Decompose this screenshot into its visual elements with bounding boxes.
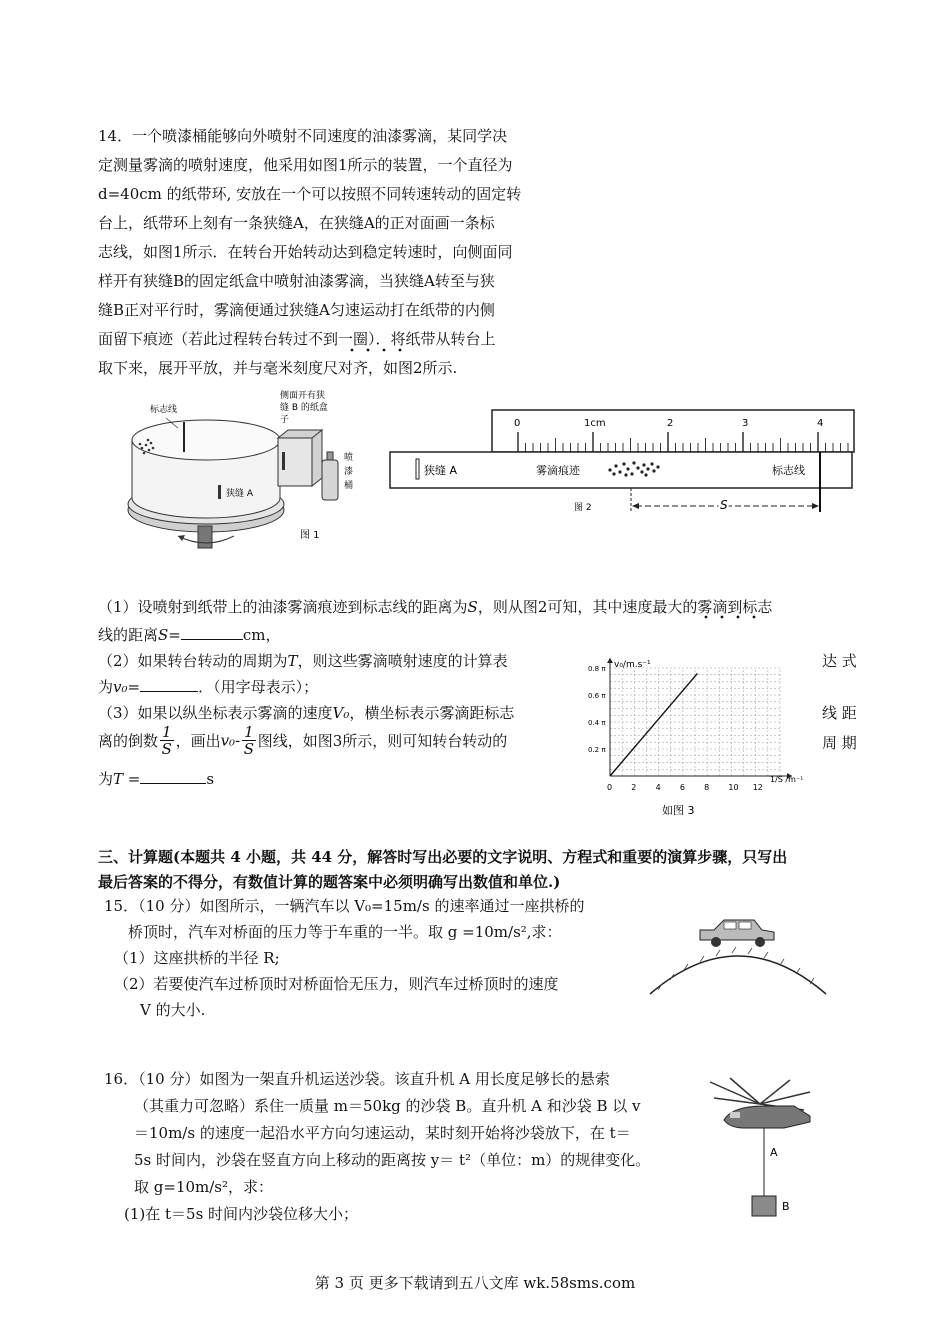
- helicopter-figure: [700, 1076, 820, 1226]
- q14-part4: 为T = s: [98, 770, 215, 788]
- fig2-caption: 图 2: [574, 503, 592, 513]
- q16-line: （其重力可忽略）系住一质量 m＝50kg 的沙袋 B。直升机 A 和沙袋 B 以 v: [134, 1097, 641, 1115]
- figure-1: [118, 388, 378, 558]
- q15-line: 桥顶时，汽车对桥面的压力等于车重的一半。取 g =10m/s²,求：: [128, 923, 562, 941]
- q14-line: 缝B正对平行时，雾滴便通过狭缝A匀速运动打在纸带的内侧: [98, 301, 495, 319]
- q14-line: d=40cm 的纸带环, 安放在一个可以按照不同转速转动的固定转: [98, 185, 522, 203]
- chart-series-line: [610, 673, 697, 776]
- fig1-label-can: 漆: [344, 467, 354, 477]
- fig2-label-slit: 狭缝 A: [424, 464, 458, 477]
- slit-b-mark: [282, 452, 285, 470]
- q14-line: 样开有狭缝B的固定纸盒中喷射油漆雾滴，当狭缝A转至与狭: [98, 272, 495, 290]
- chart-x-tick-label: 8: [704, 783, 710, 792]
- fig2-label-mark: 标志线: [772, 464, 805, 477]
- q15-line: 15．（10 分）如图所示，一辆汽车以 V₀=15m/s 的速率通过一座拱桥的: [104, 897, 585, 915]
- q14-part3: （3）如果以纵坐标表示雾滴的速度V₀，横坐标表示雾滴距标志: [98, 704, 515, 722]
- emphasis-dot: [383, 349, 386, 352]
- fraction: $\frac{1}{S}$: [161, 723, 172, 758]
- chart-caption: 如图 3: [662, 804, 695, 817]
- ruler-tick-label: 0: [514, 418, 521, 429]
- fig1-label-mark: 标志线: [150, 405, 178, 415]
- fig2-label-trace: 雾滴痕迹: [536, 464, 580, 477]
- tape-slit: [416, 459, 419, 479]
- emphasis-dots: [0, 0, 950, 400]
- fraction: $\frac{1}{S}$: [243, 723, 255, 758]
- fig1-label-can: 桶: [344, 481, 354, 491]
- slit-a-mark: [218, 485, 221, 499]
- q14-line: 面留下痕迹（若此过程转台转过不到一圈）．将纸带从转台上: [98, 330, 496, 348]
- q14-part3-right: 线 距: [822, 704, 857, 722]
- figure-2: [388, 408, 858, 518]
- emphasis-dots-2: [700, 614, 770, 620]
- chart-y-tick-label: 0.8 π: [588, 665, 606, 673]
- answer-blank-s[interactable]: [181, 625, 243, 640]
- ruler-tick-label: 4: [817, 418, 824, 429]
- chart-x-tick-label: 6: [679, 783, 685, 792]
- paper-ring-top: [132, 420, 280, 460]
- section-3-heading: 三、计算题(本题共 4 小题，共 44 分，解答时写出必要的文字说明、方程式和重要的演算步骤，只写出: [98, 848, 788, 866]
- chart-x-tick-label: 4: [655, 783, 661, 792]
- chart-ylabel: v₀/m.s⁻¹: [614, 660, 651, 670]
- q15-line: V 的大小.: [140, 1001, 206, 1019]
- q16-line: (1)在 t＝5s 时间内沙袋位移大小；: [124, 1205, 359, 1223]
- fig1-label-box: 子: [280, 415, 290, 425]
- answer-blank-t[interactable]: [140, 769, 206, 784]
- sandbag-b: [752, 1196, 776, 1216]
- bridge-arch: [650, 956, 826, 994]
- fig1-label-can: 喷: [344, 453, 354, 463]
- bridge-car-figure: [648, 910, 828, 1000]
- q15-line: （2）若要使汽车过桥顶时对桥面恰无压力，则汽车过桥顶时的速度: [114, 975, 559, 993]
- turntable-shaft: [198, 526, 212, 548]
- chart-y-tick-label: 0.2 π: [588, 746, 606, 754]
- q14-part2: （2）如果转台转动的周期为T，则这些雾滴喷射速度的计算表: [98, 652, 508, 670]
- q16-line: 5s 时间内，沙袋在竖直方向上移动的距离按 y＝ t²（单位：m）的规律变化。: [134, 1151, 651, 1169]
- q14-part2-answer: 为v₀= ．（用字母表示）；: [98, 678, 319, 696]
- q16-line: 取 g=10m/s²，求：: [134, 1178, 274, 1196]
- chart-x-tick-label: 2: [631, 783, 637, 792]
- spray-can: [322, 460, 338, 500]
- fig2-label-s: S: [720, 498, 728, 512]
- page-footer: 第 3 页 更多下载请到五八文库 wk.58sms.com: [314, 1274, 636, 1292]
- label-b: B: [782, 1200, 790, 1213]
- ruler-tick-label: 3: [742, 418, 749, 429]
- emphasis-dot: [351, 349, 354, 352]
- rotor-icon: [710, 1078, 810, 1110]
- fig1-label-box: 侧面开有狭: [280, 391, 326, 401]
- q14-part2-right: 达 式: [822, 652, 857, 670]
- q14-part1-answer: 线的距离S= cm，: [98, 626, 281, 644]
- q14-part3-line2: 离的倒数 $\frac{1}{S}$ ，画出v₀- $\frac{1}{S}$ 图线，如图3所示，则可知转台转动的: [98, 723, 508, 758]
- emphasis-dot: [399, 349, 402, 352]
- section-3-heading-2: 最后答案的不得分，有数值计算的题答案中必须明确写出数值和单位.): [98, 873, 561, 891]
- chart-grid: [610, 668, 780, 776]
- q16-text: [104, 1066, 704, 1228]
- q15-line: （1）这座拱桥的半径 R;: [114, 949, 280, 967]
- q16-line: ＝10m/s 的速度一起沿水平方向匀速运动，某时刻开始将沙袋放下，在 t＝: [134, 1124, 631, 1142]
- q14-line: 台上，纸带环上刻有一条狭缝A，在狭缝A的正对面画一条标: [98, 214, 495, 232]
- q14-part3-right2: 周 期: [822, 734, 857, 752]
- q15-text: [104, 893, 644, 1023]
- chart-x-tick-label: 0: [607, 783, 613, 792]
- q14-line: 志线，如图1所示．在转台开始转动达到稳定转速时，向侧面同: [98, 243, 513, 261]
- chart-xlabel: 1/S /m⁻¹: [770, 775, 804, 784]
- chart-y-tick-label: 0.6 π: [588, 692, 606, 700]
- q14-line: 14．一个喷漆桶能够向外喷射不同速度的油漆雾滴，某同学决: [98, 127, 508, 145]
- chart-series: [610, 673, 697, 776]
- ruler-tick-label: 2: [667, 418, 674, 429]
- car-icon: [700, 920, 774, 947]
- fig1-caption: 图 1: [300, 530, 320, 541]
- figure-3-chart: [586, 656, 812, 822]
- chart-x-tick-label: 10: [728, 783, 739, 792]
- q14-line: 定测量雾滴的喷射速度，他采用如图1所示的装置，一个直径为: [98, 156, 513, 174]
- emphasis-dot: [367, 349, 370, 352]
- label-a: A: [770, 1146, 778, 1159]
- chart-y-arrow: [607, 658, 613, 663]
- q14-line: 取下来，展开平放，并与毫米刻度尺对齐，如图2所示.: [98, 359, 458, 377]
- fig1-label-slit: 狭缝 A: [226, 489, 254, 499]
- answer-blank-v0[interactable]: [140, 677, 198, 692]
- q16-line: 16．（10 分）如图为一架直升机运送沙袋。该直升机 A 用长度足够长的悬索: [104, 1070, 610, 1088]
- q14-part1: （1）设喷射到纸带上的油漆雾滴痕迹到标志线的距离为S，则从图2可知，其中速度最大的雾滴到标志: [98, 598, 773, 616]
- chart-axes: [607, 658, 792, 779]
- ruler: [492, 410, 854, 452]
- chart-x-tick-label: 12: [752, 783, 763, 792]
- chart-y-tick-label: 0.4 π: [588, 719, 606, 727]
- fig1-label-box: 缝 B 的纸盒: [280, 403, 328, 413]
- ruler-tick-label: 1cm: [584, 418, 606, 429]
